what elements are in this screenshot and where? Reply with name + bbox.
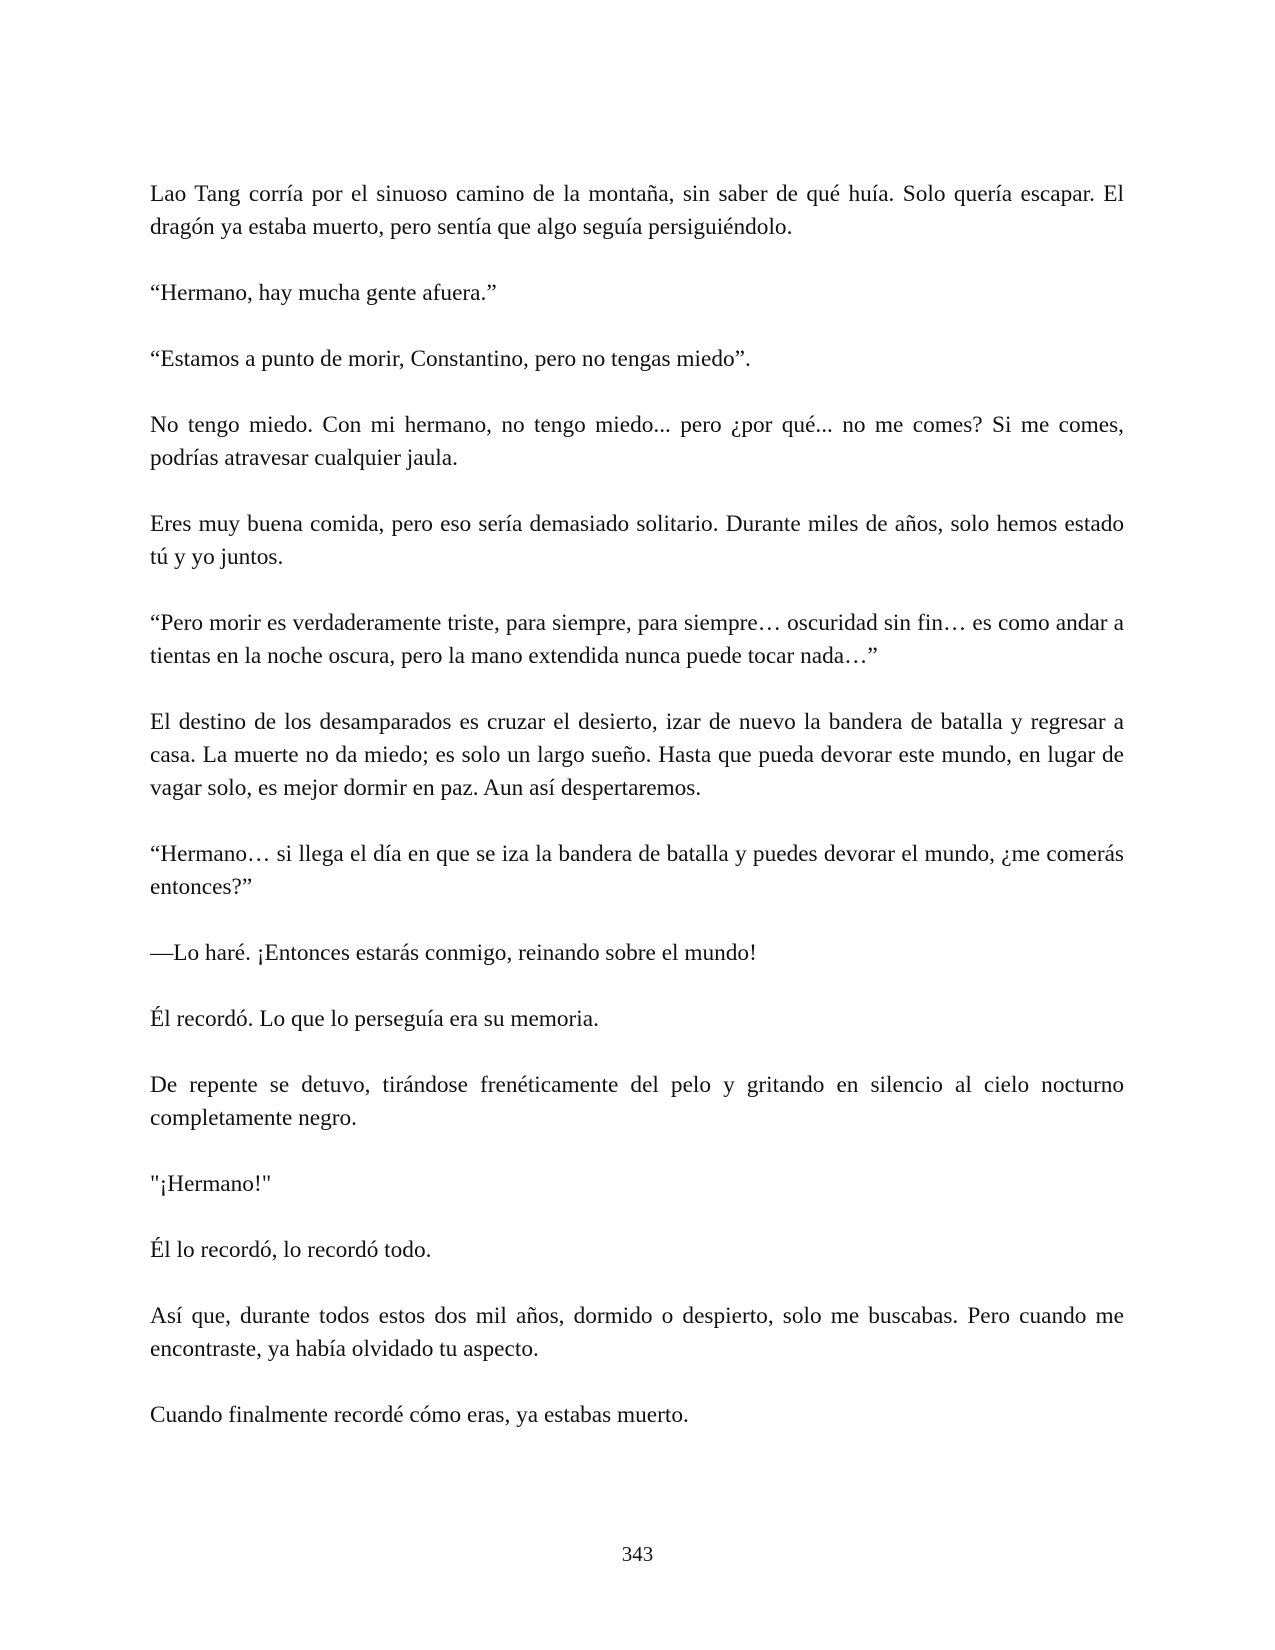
paragraph: No tengo miedo. Con mi hermano, no tengo miedo... pero ¿por qué... no me comes? Si me comes, podrías atravesar cualquier jaula. [150, 412, 1124, 471]
paragraph: —Lo haré. ¡Entonces estarás conmigo, reinando sobre el mundo! [150, 940, 757, 966]
paragraph: Cuando finalmente recordé cómo eras, ya estabas muerto. [150, 1402, 689, 1428]
paragraph: Lao Tang corría por el sinuoso camino de la montaña, sin saber de qué huía. Solo quería escapar. El dragón ya estaba muerto, pero sentía que algo seguía persiguiéndolo. [150, 181, 1124, 240]
body-text [150, 178, 1124, 1432]
paragraph: “Estamos a punto de morir, Constantino, pero no tengas miedo”. [150, 346, 751, 372]
paragraph: El destino de los desamparados es cruzar el desierto, izar de nuevo la bandera de batalla y regresar a casa. La muerte no da miedo; es solo un largo sueño. Hasta que pueda devorar este mundo, en lugar de vagar solo, es mejor dormir en paz. Aun así despertaremos. [150, 709, 1124, 801]
paragraph: Eres muy buena comida, pero eso sería demasiado solitario. Durante miles de años, solo hemos estado tú y yo juntos. [150, 511, 1124, 570]
paragraph: “Pero morir es verdaderamente triste, para siempre, para siempre… oscuridad sin fin… es como andar a tientas en la noche oscura, pero la mano extendida nunca puede tocar nada…” [150, 610, 1124, 669]
paragraph: Él lo recordó, lo recordó todo. [150, 1237, 432, 1263]
paragraph: Él recordó. Lo que lo perseguía era su memoria. [150, 1006, 599, 1032]
paragraph: De repente se detuvo, tirándose frenéticamente del pelo y gritando en silencio al cielo nocturno completamente negro. [150, 1072, 1124, 1131]
paragraph: “Hermano… si llega el día en que se iza la bandera de batalla y puedes devorar el mundo, ¿me comerás entonces?” [150, 841, 1124, 900]
paragraph: "¡Hermano!" [150, 1171, 272, 1197]
paragraph: Así que, durante todos estos dos mil años, dormido o despierto, solo me buscabas. Pero cuando me encontraste, ya había olvidado tu aspecto. [150, 1303, 1124, 1362]
page-number: 343 [621, 1542, 654, 1566]
paragraph: “Hermano, hay mucha gente afuera.” [150, 280, 497, 306]
